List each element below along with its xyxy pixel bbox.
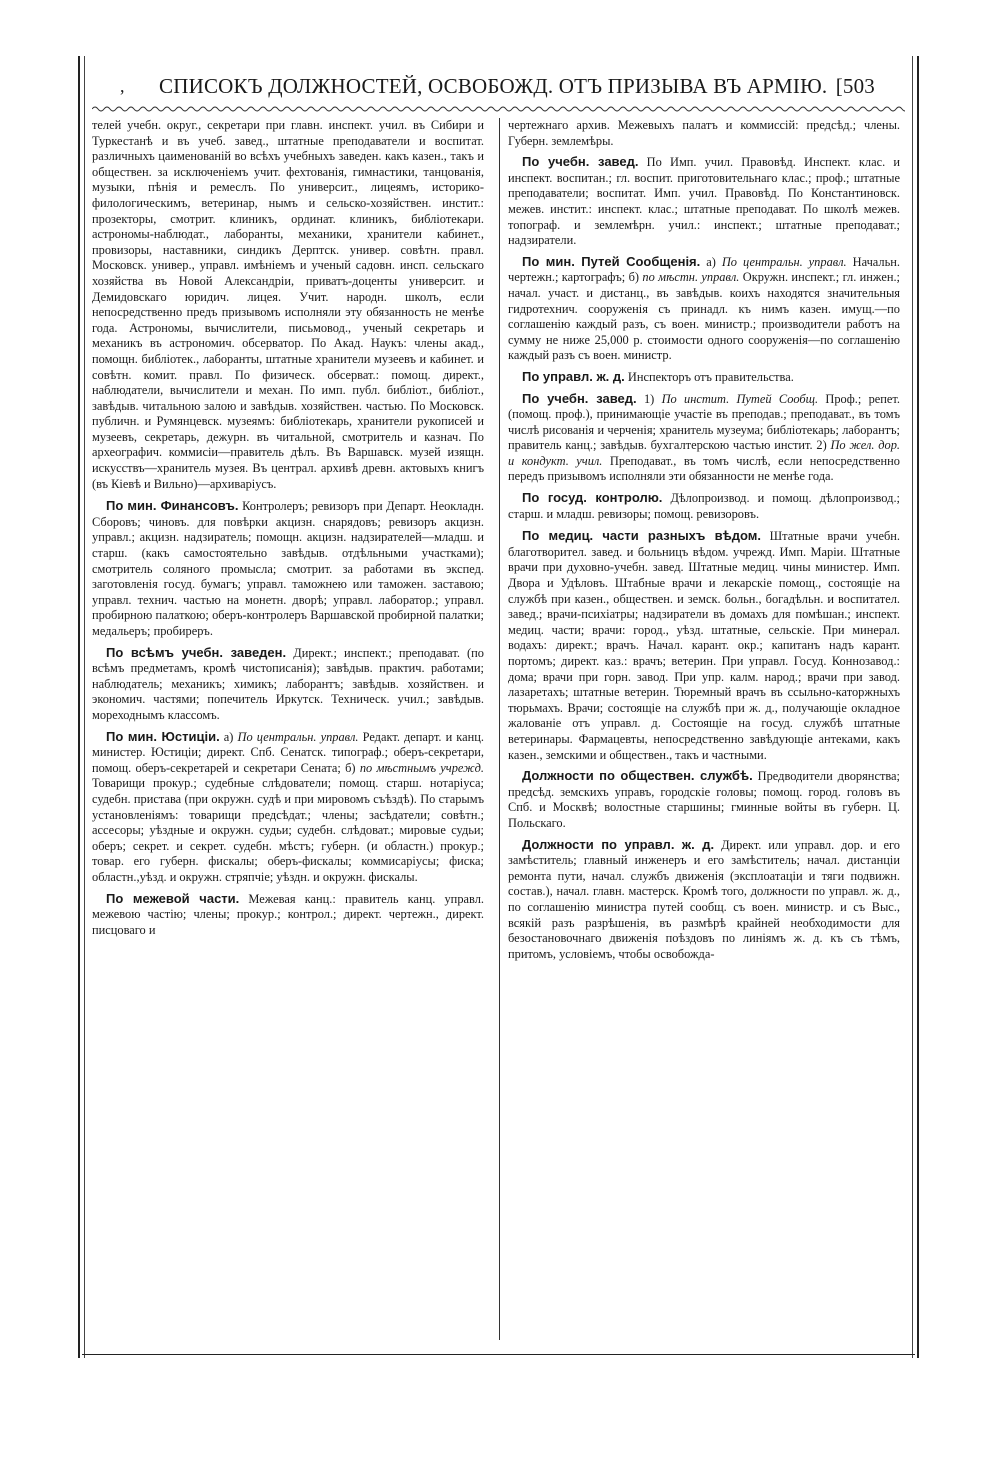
section-heading: По межевой части. (106, 890, 240, 906)
section-heading: По всѣмъ учебн. заведен. (106, 644, 287, 660)
section-justice (92, 729, 484, 886)
section-survey (92, 891, 484, 939)
paragraph-continued: чертежнаго архив. Межевыхъ палатъ и коммиссій: предсѣд.; члены. Губерн. землемѣры. (508, 118, 900, 148)
section-state-control (508, 490, 900, 522)
page-title: СПИСОКЪ ДОЛЖНОСТЕЙ, ОСВОБОЖД. ОТЪ ПРИЗЫВА ВЪ АРМІЮ. (159, 74, 828, 98)
subsection-heading: По инстит. Путей Сообщ. (661, 391, 819, 406)
section-text: Товарищи прокур.; судебные слѣдователи; помощ. старш. нотаріуса; судебн. пристава (при окружн. судѣ и при мировомъ съѣздѣ). По старымъ установленіямъ: товарищи предсѣдат.; члены; засѣдатели; совѣтн.; ассесоры; уѣздные и окружн. судьи; судебн. слѣдоват.; мировые судьи; оберъ; секрет. и секрет. судебн. мѣстъ; губерн. (и областн.) прокур.; товар. его губерн. фискалы; оберъ-фискалы; коммисаріусы; фиска; областн.,уѣзд. и окружн. стряпчіе; уѣздн. и окружн. фискалы. (92, 776, 484, 884)
paragraph-continued: телей учебн. округ., секретари при главн. инспект. учил. въ Сибири и Туркестанѣ и въ учеб. завед., штатные преподаватели и воспитат. различныхъ цаименованій во всѣхъ учебныхъ заведен. какъ казен., такъ и обществен. за исключеніемъ учит. фехтованія, гимнастики, танцованія, музыки, пѣнія и ремеслъ. По университ., лицеямъ, историко-филологическимъ, ветеринар, нымъ и сельско-хозяйствен. инстит.: прозекторы, смотрит. клиникъ, ординат. клиникъ, библіотекари. астрономы-наблюдат., лаборанты, механики, хранители кабинет., провизоры, наставники, синдикъ Дерптск. универ. совѣтн. правл. Московск. универ., управл. имѣніемъ и ученый садовн. инсп. сельскаго хозяйства въ Новой Александріи, приватъ-доценты университ. и Демидовскаго юридич. лицея. Учит. народн. школъ, если непосредственно предъ призывомъ исполняли эту обязанность не менѣе года. Астрономы, вычислители, письмовод., ученый секретарь и механикъ въ астрономич. обсерватор. По Акад. Наукъ: члены акад., помощн. библіотек., лаборанты, штатные хранители музеевъ и кабинет. и совѣтн. комит. правл. По физическ. обсерват.: помощ. директ., наблюдатели, вычислители и механ. По имп. публ. библіот., библіот., завѣдыв. читальною залою и завѣдыв. хозяйствен. частью. По Московск. публичн. и Румянцевск. музеямъ: библіотекарь, хранители рукописей и музеевъ, секретарь, дежурн. въ читальной, смотритель и казнач. По археографич. коммисіи—правитель дѣлъ. Въ Варшавск. музей изящн. искусствъ—хранитель музея. Въ централ. архивѣ древн. актовыхъ книгъ (въ Кіевѣ и Вильно)—архиваріусъ. (92, 118, 484, 491)
section-heading: По мин. Юстиціи. (106, 728, 220, 744)
section-text: Контролеръ; ревизоръ при Департ. Неокладн. Сборовъ; чиновъ. для повѣрки акцизн. снарядовъ; ревизоръ акцизн. управл.; акцизн. надзиратель; помощн. акцизн. надзирателей—младш. и старш. (какъ самостоятельно завѣдыв. отдѣльными участками); смотритель соляного промысла; смотрит. за работами въ экспед. заготовленія госуд. бумагъ; управл. таможнею или таможен. заставою; управл. технич. частью на монетн. дворѣ; управл. лаборатор.; управл. пробирною палаткою; оберъ-контролеръ Варшавской пробирной палатки; медальеръ; пробиреръ. (92, 499, 484, 638)
section-text: а) (706, 254, 716, 269)
subsection-heading: по мѣстнымъ учрежд. (359, 760, 484, 775)
section-heading: По медиц. части разныхъ вѣдом. (522, 528, 761, 544)
section-text: 1) (643, 391, 655, 406)
section-railway-posts (508, 837, 900, 963)
section-heading: По учебн. завед. (522, 390, 637, 406)
section-text: Предводители дворянства; предсѣд. земскихъ управъ, городскіе головы; помощ. город. головъ въ Спб. и Москвѣ; волостные старшины; гминные войты въ губерн. Ц. Польскаго. (508, 769, 900, 830)
left-column (92, 118, 484, 1340)
section-heading: Должности по обществен. службѣ. (522, 768, 753, 784)
subsection-heading: по мѣстн. управл. (642, 270, 740, 285)
section-text: Штатные врачи учебн. благотворител. завед. и больницъ вѣдом. учрежд. Имп. Маріи. Штатные врачи при духовно-учебн. завед. Штатные медиц. чины министер. Имп. Двора и Удѣловъ. Штабные врачи и лекарскіе помощ., состоящіе на службѣ при казен., обществен. и земск. больн., богадѣльн. и воспитател. завед.; врачи-психіатры; надзиратели въ домахъ для помѣшан.; инспект. медиц. части; врачи: город., уѣзд. штатные, сельскіе. При минерал. водахъ: директ.; врачъ. Начал. карант. окр.; капитанъ надъ карант. портомъ; директ. каз.: врачъ; ветерин. При управл. Госуд. Коннозавод.: дома; врачи при горн. завод. При упр. калм. народ.; врачи при завод. лазаретахъ; штатные ветерин. Тюремный врачъ въ ссыльно-каторжныхъ тюрьмахъ. Врачи; состоящіе на службѣ при ж. д., получающіе окладное жалованіе отъ управл. д. Состоящіе на госуд. службѣ штатные ветеринары. Фармацевты, непосредственно завѣдующіе антеками, какъ казен., земскими и обществен., такъ и частными. (508, 529, 900, 762)
section-text: Начальн. чертежн.; картографъ; б) (508, 254, 900, 285)
section-text: Дѣлопроизвод. и помощ. дѣлопроизвод.; старш. и младш. ревизоры; помощ. ревизоровъ. (508, 491, 900, 521)
running-header (92, 74, 905, 104)
section-heading: По госуд. контролю. (522, 490, 663, 506)
section-heading: Должности по управл. ж. д. (522, 836, 715, 852)
section-ways-schools (508, 391, 900, 486)
section-text: Редакт. департ. и канц. министер. Юстиціи; директ. Спб. Сенатск. типограф.; оберъ-секретари, помощ. оберъ-секретарей и секретари Сената; б) (92, 729, 484, 775)
section-all-schools (92, 645, 484, 724)
page-number: [503 (835, 74, 875, 98)
section-text: Межевая канц.: правитель канц. управл. межевою частію; члены; прокур.; контрол.; директ. чертежн., директ. писцоваго и (92, 891, 484, 937)
section-heading: По учебн. завед. (522, 154, 639, 170)
section-text: Директ.; инспект.; преподават. (по всѣмъ предметамъ, кромѣ чистописанія); завѣдыв. практич. работами; наблюдатель; механикъ; химикъ; лаборантъ; завѣдыв. хозяйствен. и экономич. частями; попечитель Иркутск. Техническ. учил.; завѣдыв. мореходнымъ классомъ. (92, 645, 484, 722)
section-text: Инспекторъ отъ правительства. (627, 369, 794, 384)
section-school-pravoved (508, 154, 900, 249)
column-divider (499, 118, 500, 1340)
section-railway-admin (508, 369, 900, 386)
section-text: По Имп. учил. Правовѣд. Инспект. клас. и инспект. воспитан.; гл. воспит. приготовительнаго клас.; проф.; штатные преподаватели; воспитат. Имп. учил. Правовѣд. По Константиновск. межев. инстит.: инспект. клас.; штатные преподават. По школѣ межев. топограф. и землемѣрн. учил.: инспект.; штатные преподават.; надзиратели. (508, 155, 900, 248)
header-mark: , (120, 76, 125, 96)
section-medical (508, 528, 900, 763)
bottom-rule (82, 1354, 915, 1355)
section-heading: По мин. Финансовъ. (106, 498, 239, 514)
section-public-service (508, 768, 900, 831)
subsection-heading: По центральн. управл. (721, 254, 847, 269)
section-text: Преподават., въ томъ числѣ, если непосредственно передъ призывомъ исполняли эти обязанности не менѣе года. (508, 453, 900, 484)
section-text: Проф.; репет. (помощ. проф.), принимающіе участіе въ преподав.; преподават., въ томъ числѣ рисованія и черченія; хранитель музеума; библіотекарь; лаборантъ; правитель канц.; завѣдыв. бухгалтерскою частью инстит. 2) (508, 391, 900, 453)
section-finance (92, 498, 484, 639)
subsection-heading: По центральн. управл. (237, 729, 359, 744)
section-ways (508, 254, 900, 364)
subsection-heading: По жел. дор. и кондукт. учил. (508, 438, 900, 468)
section-heading: По управл. ж. д. (522, 368, 625, 384)
section-text: а) (223, 729, 234, 744)
right-column (508, 118, 900, 1340)
header-wavy-rule (92, 104, 905, 114)
section-text: Директ. или управл. дор. и его замѣститель; главный инженеръ и его замѣститель; начал. дистанціи ремонта пути, начал. службъ движенія (эксплоатаціи и тяги подвижн. состав.), начал. главн. мастерск. Кромѣ того, должности по управл. ж. д., по соглашенію министра путей сообщ. съ воен. министр. и съ Выс., всякій разъ разрѣшенія, въ размѣрѣ крайней необходимости для безостановочнаго движенія поѣздовъ по линіямъ ж. д. къ съ тѣмъ, притомъ, условіемъ, чтобы освобожда- (508, 837, 900, 961)
section-text: Окружн. инспект.; гл. инжен.; начал. участ. и дистанц., въ завѣдыв. коихъ находятся значительныя гидротехнич. сооруженія съ принадл. къ нимъ казен. имущ.—по соглашенію каждый разъ, съ воен. министр.; производители работъ на сумму не ниже 25,000 р. стоимости одного сооруженія—по соглашенію каждый разъ съ воен. министр. (508, 270, 900, 363)
section-heading: По мин. Путей Сообщенія. (522, 253, 701, 269)
